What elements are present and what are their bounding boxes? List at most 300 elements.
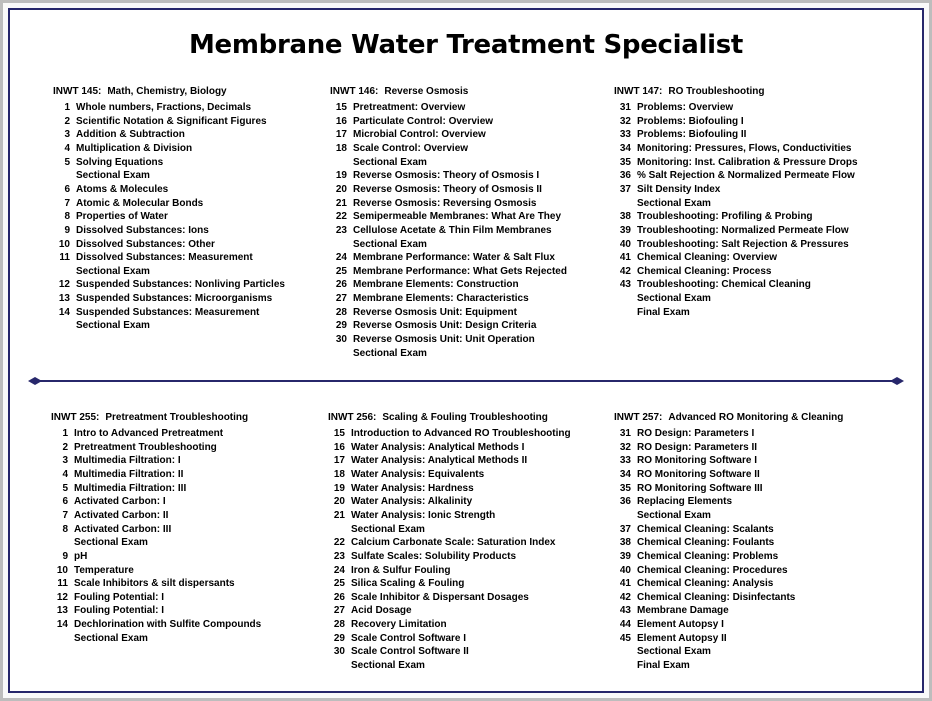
lesson-number: 35 xyxy=(619,156,631,168)
lesson-item xyxy=(330,265,567,279)
lesson-number: 17 xyxy=(335,129,347,141)
lesson-number xyxy=(53,319,70,333)
lesson-number: 25 xyxy=(333,578,345,590)
lesson-title: Particulate Control: Overview xyxy=(353,115,494,127)
lesson-number: 7 xyxy=(64,197,70,209)
lesson-title: Sectional Exam xyxy=(353,238,427,250)
lesson-number xyxy=(53,169,70,183)
lesson-number xyxy=(614,659,631,673)
lesson-title: Suspended Substances: Nonliving Particles xyxy=(76,279,285,291)
lesson-title: Chemical Cleaning: Problems xyxy=(637,550,779,562)
lesson-title: Microbial Control: Overview xyxy=(353,129,486,141)
lesson-item xyxy=(614,251,858,265)
lesson-title: Reverse Osmosis Unit: Design Criteria xyxy=(353,320,537,332)
lesson-item xyxy=(330,183,567,197)
lesson-item xyxy=(614,482,843,496)
divider-right-diamond xyxy=(890,377,904,385)
lesson-number: 15 xyxy=(335,102,347,114)
lesson-title: Suspended Substances: Microorganisms xyxy=(76,293,273,305)
lesson-title: Chemical Cleaning: Procedures xyxy=(637,564,788,576)
lesson-item xyxy=(614,564,843,578)
lesson-item xyxy=(328,632,571,646)
lesson-item xyxy=(330,292,567,306)
lesson-item xyxy=(51,427,261,441)
lesson-number: 26 xyxy=(335,279,347,291)
lesson-number: 27 xyxy=(335,293,347,305)
lesson-number: 10 xyxy=(58,238,70,250)
course-heading xyxy=(614,85,858,99)
lesson-number: 39 xyxy=(619,224,631,236)
lesson-number: 9 xyxy=(62,550,68,562)
lesson-title: Chemical Cleaning: Overview xyxy=(637,252,778,264)
lesson-number: 28 xyxy=(335,306,347,318)
lesson-title: Multimedia Filtration: I xyxy=(74,455,181,467)
lesson-item xyxy=(53,142,285,156)
lesson-number: 17 xyxy=(333,455,345,467)
lesson-title: Cellulose Acetate & Thin Film Membranes xyxy=(353,224,552,236)
lesson-number: 1 xyxy=(62,428,68,440)
course-heading xyxy=(51,411,261,425)
lesson-title: Sulfate Scales: Solubility Products xyxy=(351,550,517,562)
lesson-number: 20 xyxy=(333,496,345,508)
lesson-number: 38 xyxy=(619,211,631,223)
lesson-title: Sectional Exam xyxy=(351,660,425,672)
lesson-title: Multimedia Filtration: III xyxy=(74,482,187,494)
lesson-title: Multiplication & Division xyxy=(76,143,193,155)
lesson-item xyxy=(614,604,843,618)
lesson-item xyxy=(614,183,858,197)
lesson-title: Membrane Elements: Characteristics xyxy=(353,293,529,305)
lesson-title: Dissolved Substances: Other xyxy=(76,238,215,250)
lesson-title: Multimedia Filtration: II xyxy=(74,469,184,481)
lesson-item xyxy=(53,101,285,115)
lesson-item xyxy=(328,645,571,659)
lesson-item xyxy=(328,495,571,509)
lesson-item xyxy=(51,482,261,496)
lesson-number: 25 xyxy=(335,265,347,277)
lesson-title: Problems: Biofouling I xyxy=(637,115,744,127)
lesson-title: Water Analysis: Analytical Methods I xyxy=(351,441,525,453)
lesson-item xyxy=(614,632,843,646)
lesson-item xyxy=(51,564,261,578)
lesson-number: 16 xyxy=(335,115,347,127)
lesson-title: Silica Scaling & Fouling xyxy=(351,578,465,590)
lesson-number: 4 xyxy=(64,143,70,155)
lesson-number: 33 xyxy=(619,129,631,141)
lesson-title: Whole numbers, Fractions, Decimals xyxy=(76,102,252,114)
lesson-title: Pretreatment: Overview xyxy=(353,102,466,114)
lesson-title: Chemical Cleaning: Analysis xyxy=(637,578,774,590)
lesson-item xyxy=(614,577,843,591)
lesson-item xyxy=(328,564,571,578)
lesson-item xyxy=(614,169,858,183)
lesson-item xyxy=(328,577,571,591)
lesson-number: 34 xyxy=(619,143,631,155)
lesson-title: Silt Density Index xyxy=(637,183,721,195)
course-heading xyxy=(330,85,567,99)
lesson-item xyxy=(614,142,858,156)
lesson-item xyxy=(53,210,285,224)
lesson-title: Introduction to Advanced RO Troubleshooting xyxy=(351,428,571,440)
lesson-number: 33 xyxy=(619,455,631,467)
lesson-item xyxy=(614,454,843,468)
lesson-title: Dissolved Substances: Measurement xyxy=(76,252,253,264)
lesson-item xyxy=(614,224,858,238)
lesson-number xyxy=(614,306,631,320)
lesson-title: Sectional Exam xyxy=(76,265,150,277)
lesson-item xyxy=(51,495,261,509)
lesson-item xyxy=(53,224,285,238)
lesson-title: Scale Control Software II xyxy=(351,646,469,658)
lesson-item xyxy=(330,224,567,238)
lesson-list xyxy=(51,427,261,645)
lesson-item xyxy=(51,523,261,537)
course-name: Math, Chemistry, Biology xyxy=(107,86,227,97)
lesson-title: Atoms & Molecules xyxy=(76,183,169,195)
lesson-number: 23 xyxy=(333,550,345,562)
lesson-number: 27 xyxy=(333,605,345,617)
lesson-number: 36 xyxy=(619,170,631,182)
lesson-title: RO Monitoring Software II xyxy=(637,469,760,481)
lesson-title: Acid Dosage xyxy=(351,605,412,617)
lesson-number: 6 xyxy=(64,183,70,195)
lesson-title: Chemical Cleaning: Disinfectants xyxy=(637,591,796,603)
lesson-title: Element Autopsy II xyxy=(637,632,727,644)
lesson-number: 28 xyxy=(333,619,345,631)
lesson-title: Iron & Sulfur Fouling xyxy=(351,564,451,576)
lesson-item xyxy=(51,454,261,468)
course-heading xyxy=(53,85,285,99)
lesson-item xyxy=(53,292,285,306)
course-code: INWT 255: xyxy=(51,412,100,423)
lesson-number: 9 xyxy=(64,224,70,236)
lesson-title: Sectional Exam xyxy=(76,320,150,332)
lesson-title: Dechlorination with Sulfite Compounds xyxy=(74,619,262,631)
lesson-item xyxy=(614,115,858,129)
course-heading xyxy=(328,411,571,425)
lesson-number: 30 xyxy=(333,646,345,658)
lesson-title: Membrane Performance: What Gets Rejected xyxy=(353,265,567,277)
lesson-title: Sectional Exam xyxy=(74,632,148,644)
lesson-item xyxy=(53,238,285,252)
lesson-item xyxy=(328,482,571,496)
lesson-title: RO Monitoring Software III xyxy=(637,482,763,494)
lesson-item xyxy=(614,659,843,673)
lesson-number: 22 xyxy=(333,537,345,549)
lesson-number: 32 xyxy=(619,115,631,127)
lesson-item xyxy=(614,128,858,142)
lesson-item xyxy=(328,468,571,482)
lesson-title: Troubleshooting: Salt Rejection & Pressures xyxy=(637,238,849,250)
lesson-title: Water Analysis: Ionic Strength xyxy=(351,509,496,521)
lesson-title: Properties of Water xyxy=(76,211,168,223)
lesson-item xyxy=(614,197,858,211)
course-name: Pretreatment Troubleshooting xyxy=(105,412,249,423)
lesson-number: 5 xyxy=(62,482,68,494)
lesson-item xyxy=(614,536,843,550)
course-code: INWT 147: xyxy=(614,86,663,97)
lesson-number: 39 xyxy=(619,550,631,562)
lesson-title: Monitoring: Pressures, Flows, Conductivities xyxy=(637,143,852,155)
lesson-title: Chemical Cleaning: Foulants xyxy=(637,537,775,549)
lesson-item xyxy=(614,645,843,659)
lesson-item xyxy=(614,509,843,523)
lesson-title: Troubleshooting: Profiling & Probing xyxy=(637,211,813,223)
lesson-number xyxy=(330,238,347,252)
course-name: Reverse Osmosis xyxy=(384,86,469,97)
lesson-number: 13 xyxy=(58,293,70,305)
lesson-title: Chemical Cleaning: Scalants xyxy=(637,523,774,535)
lesson-number: 3 xyxy=(64,129,70,141)
lesson-title: Sectional Exam xyxy=(351,523,425,535)
lesson-number: 22 xyxy=(335,211,347,223)
lesson-item xyxy=(330,319,567,333)
lesson-number: 29 xyxy=(333,632,345,644)
lesson-title: Activated Carbon: II xyxy=(74,509,169,521)
lesson-number: 19 xyxy=(333,482,345,494)
lesson-title: Final Exam xyxy=(637,306,690,318)
lesson-item xyxy=(51,632,261,646)
lesson-item xyxy=(330,142,567,156)
lesson-item xyxy=(53,183,285,197)
lesson-item xyxy=(328,550,571,564)
lesson-item xyxy=(53,278,285,292)
course-code: INWT 257: xyxy=(614,412,663,423)
course-code: INWT 145: xyxy=(53,86,102,97)
lesson-item xyxy=(51,591,261,605)
lesson-item xyxy=(328,618,571,632)
lesson-item xyxy=(328,604,571,618)
lesson-title: Membrane Damage xyxy=(637,605,729,617)
lesson-number: 36 xyxy=(619,496,631,508)
lesson-number: 14 xyxy=(58,306,70,318)
lesson-title: Water Analysis: Analytical Methods II xyxy=(351,455,528,467)
lesson-title: Final Exam xyxy=(637,660,690,672)
lesson-number: 11 xyxy=(59,252,70,264)
course-inwt-257 xyxy=(614,411,843,673)
lesson-title: Monitoring: Inst. Calibration & Pressure Drops xyxy=(637,156,858,168)
lesson-list xyxy=(614,101,858,319)
lesson-title: Scale Inhibitor & Dispersant Dosages xyxy=(351,591,529,603)
lesson-number: 16 xyxy=(333,441,345,453)
lesson-item xyxy=(328,427,571,441)
lesson-number: 40 xyxy=(619,564,631,576)
lesson-title: Atomic & Molecular Bonds xyxy=(76,197,204,209)
lesson-title: Troubleshooting: Normalized Permeate Flow xyxy=(637,224,849,236)
lesson-title: RO Monitoring Software I xyxy=(637,455,757,467)
lesson-title: Dissolved Substances: Ions xyxy=(76,224,209,236)
lesson-number: 29 xyxy=(335,320,347,332)
lesson-title: Recovery Limitation xyxy=(351,619,447,631)
lesson-number: 20 xyxy=(335,183,347,195)
course-inwt-145 xyxy=(53,85,285,333)
lesson-title: Pretreatment Troubleshooting xyxy=(74,441,217,453)
course-heading xyxy=(614,411,843,425)
lesson-item xyxy=(53,115,285,129)
lesson-number: 1 xyxy=(64,102,70,114)
lesson-item xyxy=(330,115,567,129)
lesson-item xyxy=(53,319,285,333)
lesson-item xyxy=(51,441,261,455)
lesson-item xyxy=(614,468,843,482)
course-inwt-255 xyxy=(51,411,261,645)
lesson-title: Scientific Notation & Significant Figures xyxy=(76,115,267,127)
lesson-title: Chemical Cleaning: Process xyxy=(637,265,772,277)
lesson-title: Reverse Osmosis Unit: Equipment xyxy=(353,306,517,318)
lesson-item xyxy=(614,550,843,564)
lesson-item xyxy=(51,618,261,632)
lesson-list xyxy=(328,427,571,673)
lesson-number xyxy=(51,536,68,550)
lesson-title: RO Design: Parameters II xyxy=(637,441,758,453)
lesson-title: Water Analysis: Alkalinity xyxy=(351,496,473,508)
lesson-number: 31 xyxy=(619,102,631,114)
lesson-item xyxy=(614,427,843,441)
course-code: INWT 256: xyxy=(328,412,377,423)
lesson-title: Solving Equations xyxy=(76,156,164,168)
lesson-title: Sectional Exam xyxy=(637,646,711,658)
lesson-number: 42 xyxy=(619,265,631,277)
lesson-number: 40 xyxy=(619,238,631,250)
lesson-item xyxy=(614,495,843,509)
divider-left-diamond xyxy=(28,377,42,385)
lesson-item xyxy=(328,591,571,605)
lesson-number: 2 xyxy=(62,441,68,453)
lesson-number: 5 xyxy=(64,156,70,168)
lesson-number: 7 xyxy=(62,509,68,521)
course-name: Scaling & Fouling Troubleshooting xyxy=(382,412,548,423)
lesson-item xyxy=(330,306,567,320)
lesson-number: 11 xyxy=(57,578,68,590)
lesson-title: Temperature xyxy=(74,564,134,576)
lesson-number: 4 xyxy=(62,469,68,481)
section-divider xyxy=(28,374,904,388)
lesson-number: 45 xyxy=(619,632,631,644)
lesson-title: % Salt Rejection & Normalized Permeate Flow xyxy=(637,170,855,182)
lesson-item xyxy=(328,659,571,673)
lesson-title: Semipermeable Membranes: What Are They xyxy=(353,211,562,223)
lesson-number: 34 xyxy=(619,469,631,481)
lesson-item xyxy=(53,265,285,279)
lesson-item xyxy=(53,251,285,265)
lesson-number: 14 xyxy=(56,619,68,631)
lesson-number: 42 xyxy=(619,591,631,603)
lesson-item xyxy=(51,577,261,591)
lesson-number: 38 xyxy=(619,537,631,549)
lesson-number: 12 xyxy=(58,279,70,291)
lesson-item xyxy=(328,536,571,550)
lesson-item xyxy=(330,197,567,211)
lesson-title: Sectional Exam xyxy=(353,156,427,168)
lesson-item xyxy=(330,156,567,170)
lesson-number: 41 xyxy=(619,252,631,264)
lesson-number: 24 xyxy=(335,252,347,264)
lesson-item xyxy=(614,523,843,537)
lesson-title: Element Autopsy I xyxy=(637,619,724,631)
lesson-item xyxy=(614,292,858,306)
lesson-number: 21 xyxy=(333,509,345,521)
lesson-item xyxy=(614,306,858,320)
course-name: RO Troubleshooting xyxy=(668,86,765,97)
lesson-number: 43 xyxy=(619,279,631,291)
lesson-number xyxy=(51,632,68,646)
lesson-list xyxy=(614,427,843,673)
lesson-item xyxy=(53,197,285,211)
lesson-title: Intro to Advanced Pretreatment xyxy=(74,428,224,440)
lesson-item xyxy=(53,156,285,170)
lesson-item xyxy=(51,536,261,550)
lesson-item xyxy=(53,169,285,183)
lesson-title: Membrane Performance: Water & Salt Flux xyxy=(353,252,555,264)
course-code: INWT 146: xyxy=(330,86,379,97)
lesson-title: Membrane Elements: Construction xyxy=(353,279,519,291)
lesson-item xyxy=(614,238,858,252)
lesson-title: Reverse Osmosis: Theory of Osmosis II xyxy=(353,183,542,195)
lesson-number: 41 xyxy=(619,578,631,590)
lesson-title: pH xyxy=(74,550,88,562)
lesson-item xyxy=(330,238,567,252)
lesson-number xyxy=(328,523,345,537)
lesson-item xyxy=(614,618,843,632)
lesson-item xyxy=(330,333,567,347)
lesson-number xyxy=(330,347,347,361)
lesson-list xyxy=(53,101,285,333)
lesson-number: 37 xyxy=(619,523,631,535)
lesson-number: 43 xyxy=(619,605,631,617)
lesson-item xyxy=(330,128,567,142)
lesson-item xyxy=(51,550,261,564)
lesson-number: 6 xyxy=(62,496,68,508)
lesson-number xyxy=(614,509,631,523)
lesson-number: 35 xyxy=(619,482,631,494)
lesson-title: RO Design: Parameters I xyxy=(637,428,755,440)
lesson-number: 15 xyxy=(333,428,345,440)
lesson-title: Scale Inhibitors & silt dispersants xyxy=(74,578,235,590)
lesson-number: 2 xyxy=(64,115,70,127)
lesson-number: 18 xyxy=(335,143,347,155)
lesson-item xyxy=(330,169,567,183)
lesson-title: Water Analysis: Equivalents xyxy=(351,469,485,481)
lesson-title: Sectional Exam xyxy=(74,537,148,549)
lesson-title: Activated Carbon: III xyxy=(74,523,172,535)
lesson-number xyxy=(328,659,345,673)
lesson-item xyxy=(51,468,261,482)
lesson-item xyxy=(328,441,571,455)
lesson-number: 30 xyxy=(335,334,347,346)
lesson-item xyxy=(614,101,858,115)
lesson-title: Activated Carbon: I xyxy=(74,496,166,508)
lesson-number: 10 xyxy=(56,564,68,576)
lesson-title: Fouling Potential: I xyxy=(74,605,164,617)
lesson-number: 24 xyxy=(333,564,345,576)
lesson-title: Sectional Exam xyxy=(76,170,150,182)
lesson-item xyxy=(328,454,571,468)
lesson-number: 37 xyxy=(619,183,631,195)
lesson-number xyxy=(614,197,631,211)
course-inwt-146 xyxy=(330,85,567,360)
lesson-number xyxy=(614,645,631,659)
lesson-number: 31 xyxy=(619,428,631,440)
lesson-item xyxy=(51,509,261,523)
lesson-item xyxy=(614,265,858,279)
lesson-title: Sectional Exam xyxy=(637,293,711,305)
lesson-number: 19 xyxy=(335,170,347,182)
lesson-title: Sectional Exam xyxy=(637,509,711,521)
lesson-number: 13 xyxy=(56,605,68,617)
lesson-number: 3 xyxy=(62,455,68,467)
lesson-number: 32 xyxy=(619,441,631,453)
course-inwt-147 xyxy=(614,85,858,319)
